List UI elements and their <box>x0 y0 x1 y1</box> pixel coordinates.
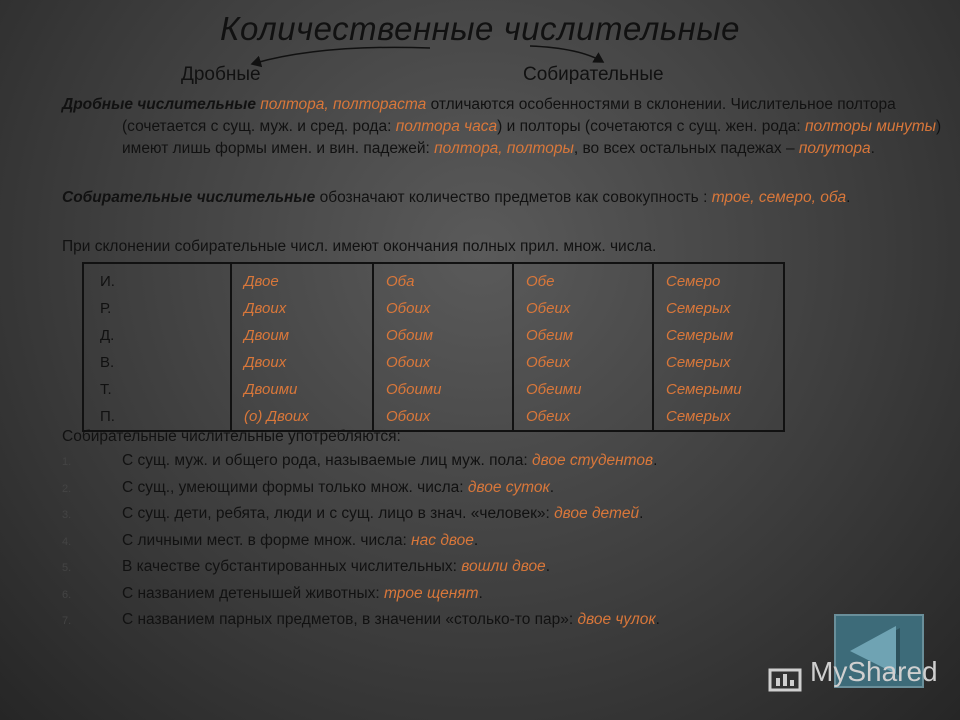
example: полтора часа <box>395 118 498 135</box>
subtitle-fractional: Дробные <box>181 64 261 85</box>
uses-list <box>62 452 842 638</box>
list-item: 2. С сущ., умеющими формы только множ. числа: двое суток. <box>62 478 555 496</box>
paragraph-collective: Собирательные числительные обозначают количество предметов как совокупность : трое, семеро, оба. <box>62 189 851 206</box>
list-item: 4. С личными мест. в форме множ. числа: нас двое. <box>62 531 479 549</box>
term-fractional: Дробные числительные <box>62 96 256 113</box>
subtitle-collective: Собирательные <box>523 64 664 85</box>
branch-arrows <box>0 0 960 90</box>
example: полтора, полтораста <box>260 96 427 113</box>
list-item: 3. С сущ. дети, ребята, люди и с сущ. лицо в знач. «человек»: двое детей. <box>62 505 644 522</box>
column-oba: Оба Обоих Обоим Обоих Обоими Обоих <box>373 263 513 431</box>
list-item: 1. С сущ. муж. и общего рода, называемые лиц муж. пола: двое студентов. <box>62 452 658 469</box>
term-collective: Собирательные числительные <box>62 189 316 206</box>
list-item: 6. С названием детенышей животных: трое щенят. <box>62 584 483 602</box>
paragraph-fractional: Дробные числительные полтора, полтораста отличаются особенностями в склонении. Числительное полтора (сочетается с сущ. муж. и сред. рода: полтора часа) и полторы (сочетаются с сущ. жен. рода: полторы минуты) имеют лишь формы имен. и вин. падежей: полтора, полторы, во всех остальных падежах – полутора. <box>62 96 942 157</box>
logo-icon <box>768 660 808 692</box>
column-obe: Обе Обеих Обеим Обеих Обеими Обеих <box>513 263 653 431</box>
example: полутора <box>798 140 871 157</box>
column-dvoe: Двое Двоих Двоим Двоих Двоими (о) Двоих <box>231 263 373 431</box>
arrow-left <box>252 47 430 64</box>
list-item: 5. В качестве субстантированных числительных: вошли двое. <box>62 558 550 575</box>
declension-table <box>82 262 785 432</box>
arrow-right <box>530 46 603 62</box>
list-item: 7. С названием парных предметов, в значении «столько-то пар»: двое чулок. <box>62 611 660 628</box>
example: полторы минуты <box>804 118 937 135</box>
column-semero: Семеро Семерых Семерым Семерых Семерыми Семерых <box>653 263 784 431</box>
case-column: И. Р. Д. В. Т. П. <box>83 263 231 431</box>
example: полтора, полторы <box>434 140 574 157</box>
logo-text: MyShared <box>810 656 938 687</box>
uses-heading: Собирательные числительные употребляются: <box>62 428 401 445</box>
example: трое, семеро, оба <box>711 189 847 206</box>
paragraph-declension: При склонении собирательные числ. имеют окончания полных прил. множ. числа. <box>62 238 657 255</box>
page-title: Количественные числительные <box>220 10 740 47</box>
